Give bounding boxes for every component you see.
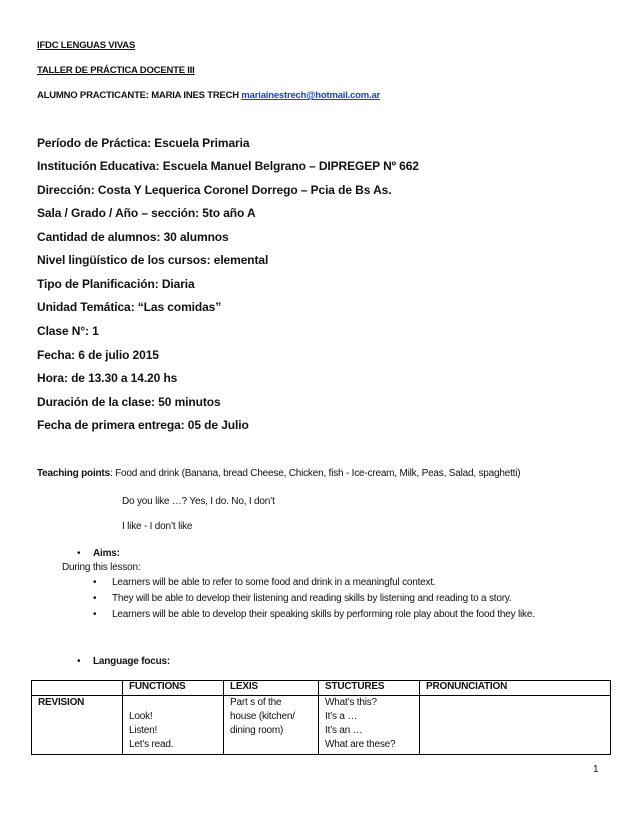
page-number: 1 [593, 764, 599, 775]
cell-line: Let’s read. [129, 739, 174, 750]
aim-item: Learners will be able to refer to some food and drink in a meaningful context. [112, 577, 436, 588]
table-row [32, 696, 611, 755]
workshop-heading: TALLER DE PRÁCTICA DOCENTE III [37, 65, 195, 76]
language-focus-table [31, 680, 611, 755]
cell-line: What are these? [325, 739, 396, 750]
table-header-row [32, 681, 611, 696]
aim-bullet: • [93, 577, 97, 588]
field-entrega: Fecha de primera entrega: 05 de Julio [37, 418, 249, 432]
aims-intro: During this lesson: [62, 562, 141, 573]
teaching-points-like: I like - I don’t like [122, 521, 193, 532]
field-sala: Sala / Grado / Año – sección: 5to año A [37, 206, 256, 220]
field-hora: Hora: de 13.30 a 14.20 hs [37, 371, 178, 385]
column-header [32, 681, 123, 696]
cell-line: dining room) [230, 725, 284, 736]
teaching-points-question: Do you like …? Yes, I do. No, I don’t [122, 496, 275, 507]
cell-line: It’s a … [325, 711, 358, 722]
teaching-points-text: : Food and drink (Banana, bread Cheese, Chicken, fish - Ice-cream, Milk, Peas, Salad, spaghetti) [109, 468, 521, 479]
lexis-cell [224, 696, 319, 755]
field-duracion: Duración de la clase: 50 minutos [37, 395, 221, 409]
field-cantidad: Cantidad de alumnos: 30 alumnos [37, 230, 229, 244]
language-focus-title: Language focus: [93, 656, 171, 667]
column-header-functions: FUNCTIONS [123, 681, 224, 696]
student-email-link[interactable]: mariainestrech@hotmail.com.ar [241, 90, 381, 101]
cell-line: Part s of the [230, 697, 282, 708]
cell-line: house (kitchen/ [230, 711, 295, 722]
field-unidad: Unidad Temática: “Las comidas” [37, 300, 222, 314]
cell-line [129, 696, 217, 710]
institute-heading: IFDC LENGUAS VIVAS [37, 40, 136, 51]
field-clase: Clase N°: 1 [37, 324, 99, 338]
row-label: REVISION [32, 696, 123, 755]
aim-item: Learners will be able to develop their speaking skills by performing role play about the food they like. [112, 609, 535, 620]
teaching-points-label: Teaching points [37, 468, 110, 479]
field-nivel: Nivel lingüístico de los cursos: elemental [37, 253, 269, 267]
teaching-points-line [37, 468, 520, 479]
aims-title: Aims: [93, 548, 120, 559]
language-focus-bullet: • [77, 656, 81, 667]
field-fecha: Fecha: 6 de julio 2015 [37, 348, 159, 362]
student-line [37, 90, 380, 101]
field-direccion: Dirección: Costa Y Lequerica Coronel Dorrego – Pcia de Bs As. [37, 183, 392, 197]
column-header-pronunciation: PRONUNCIATION [420, 681, 611, 696]
cell-line: Look! [129, 711, 153, 722]
functions-cell [123, 696, 224, 755]
field-periodo: Período de Práctica: Escuela Primaria [37, 136, 250, 150]
cell-line: Listen! [129, 725, 158, 736]
aim-bullet: • [93, 609, 97, 620]
field-institucion: Institución Educativa: Escuela Manuel Belgrano – DIPREGEP Nº 662 [37, 159, 419, 173]
cell-line: It’s an … [325, 725, 363, 736]
cell-line: What’s this? [325, 697, 377, 708]
aim-bullet: • [93, 593, 97, 604]
pronunciation-cell [420, 696, 611, 755]
structures-cell [319, 696, 420, 755]
field-tipo: Tipo de Planificación: Diaria [37, 277, 195, 291]
column-header-lexis: LEXIS [224, 681, 319, 696]
student-label: ALUMNO PRACTICANTE: MARIA INES TRECH [37, 90, 242, 101]
column-header-structures: STUCTURES [319, 681, 420, 696]
aim-item: They will be able to develop their listening and reading skills by listening and reading to a story. [112, 593, 512, 604]
aims-bullet: • [77, 548, 81, 559]
